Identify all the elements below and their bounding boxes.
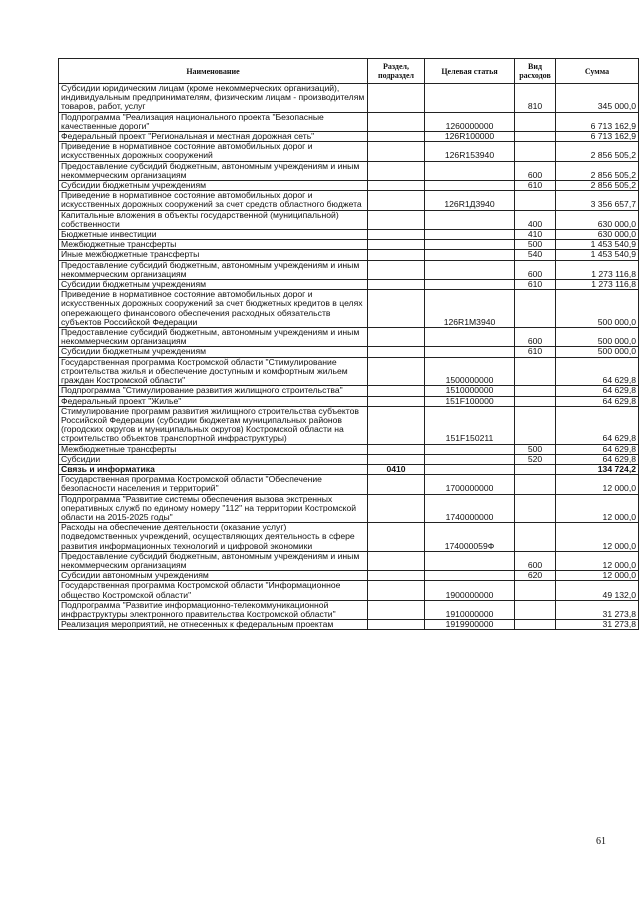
- table-row: [59, 210, 639, 229]
- cell-name: Расходы на обеспечение деятельности (оказание услуг) подведомственных учреждений, осуществляющих деятельность в сфере развития информационных технологий и цифровой экономики: [59, 523, 368, 552]
- cell-sum: 345 000,0: [556, 84, 639, 113]
- table-row: [59, 523, 639, 552]
- table-row: [59, 84, 639, 113]
- cell-name: Связь и информатика: [59, 464, 368, 474]
- cell-expense-type: [515, 464, 556, 474]
- table-row: [59, 240, 639, 250]
- cell-name: Бюджетные инвестиции: [59, 230, 368, 240]
- cell-target: [425, 260, 515, 279]
- cell-sum: 6 713 162,9: [556, 132, 639, 142]
- cell-target: 151F100000: [425, 396, 515, 406]
- header-section: Раздел, подраздел: [368, 59, 425, 84]
- cell-expense-type: [515, 523, 556, 552]
- cell-target: 1510000000: [425, 386, 515, 396]
- cell-sum: 134 724,2: [556, 464, 639, 474]
- cell-sum: 3 356 657,7: [556, 191, 639, 210]
- cell-name: Субсидии бюджетным учреждениям: [59, 347, 368, 357]
- table-row: [59, 551, 639, 570]
- cell-sum: 64 629,8: [556, 406, 639, 444]
- cell-target: [425, 347, 515, 357]
- header-target: Целевая статья: [425, 59, 515, 84]
- table-row: [59, 620, 639, 630]
- cell-section: [368, 142, 425, 161]
- table-row: [59, 444, 639, 454]
- table-row: [59, 406, 639, 444]
- cell-name: Предоставление субсидий бюджетным, автономным учреждениям и иным некоммерческим организациям: [59, 161, 368, 180]
- header-expense-type: Вид расходов: [515, 59, 556, 84]
- cell-sum: 6 713 162,9: [556, 112, 639, 131]
- cell-section: [368, 494, 425, 523]
- cell-expense-type: 540: [515, 250, 556, 260]
- cell-section: [368, 328, 425, 347]
- table-row: [59, 112, 639, 131]
- cell-target: [425, 181, 515, 191]
- cell-target: [425, 84, 515, 113]
- table-row: [59, 250, 639, 260]
- table-row: [59, 386, 639, 396]
- cell-expense-type: 610: [515, 280, 556, 290]
- cell-section: [368, 600, 425, 619]
- cell-name: Федеральный проект "Жилье": [59, 396, 368, 406]
- cell-target: [425, 328, 515, 347]
- cell-target: [425, 454, 515, 464]
- table-row: [59, 571, 639, 581]
- table-row: [59, 132, 639, 142]
- table-row: [59, 290, 639, 328]
- cell-sum: 64 629,8: [556, 396, 639, 406]
- cell-section: [368, 406, 425, 444]
- cell-target: 1910000000: [425, 600, 515, 619]
- cell-target: 1919900000: [425, 620, 515, 630]
- cell-sum: 1 453 540,9: [556, 250, 639, 260]
- cell-section: [368, 230, 425, 240]
- cell-section: [368, 357, 425, 386]
- cell-expense-type: [515, 132, 556, 142]
- cell-section: [368, 181, 425, 191]
- cell-expense-type: 600: [515, 260, 556, 279]
- cell-expense-type: [515, 600, 556, 619]
- cell-section: [368, 581, 425, 600]
- cell-section: [368, 386, 425, 396]
- cell-expense-type: 410: [515, 230, 556, 240]
- cell-target: 151F150211: [425, 406, 515, 444]
- cell-expense-type: 520: [515, 454, 556, 464]
- cell-target: [425, 571, 515, 581]
- table-row: [59, 475, 639, 494]
- cell-sum: 1 273 116,8: [556, 260, 639, 279]
- cell-sum: 500 000,0: [556, 347, 639, 357]
- cell-name: Государственная программа Костромской области "Стимулирование строительства жилья и обеспечение доступным и комфортным жильем граждан Костромской области": [59, 357, 368, 386]
- header-sum: Сумма: [556, 59, 639, 84]
- cell-target: [425, 551, 515, 570]
- cell-expense-type: 500: [515, 240, 556, 250]
- cell-sum: 500 000,0: [556, 328, 639, 347]
- cell-name: Подпрограмма "Стимулирование развития жилищного строительства": [59, 386, 368, 396]
- cell-target: 1740000000: [425, 494, 515, 523]
- cell-section: [368, 523, 425, 552]
- cell-section: [368, 112, 425, 131]
- cell-expense-type: 620: [515, 571, 556, 581]
- cell-name: Субсидии автономным учреждениям: [59, 571, 368, 581]
- cell-sum: 500 000,0: [556, 290, 639, 328]
- cell-section: [368, 280, 425, 290]
- cell-section: [368, 290, 425, 328]
- cell-section: [368, 444, 425, 454]
- cell-target: [425, 464, 515, 474]
- cell-section: [368, 347, 425, 357]
- cell-target: 1700000000: [425, 475, 515, 494]
- table-row: [59, 191, 639, 210]
- budget-table: [58, 58, 639, 630]
- cell-sum: 630 000,0: [556, 230, 639, 240]
- cell-sum: 630 000,0: [556, 210, 639, 229]
- cell-name: Субсидии бюджетным учреждениям: [59, 181, 368, 191]
- cell-sum: 12 000,0: [556, 523, 639, 552]
- cell-name: Предоставление субсидий бюджетным, автономным учреждениям и иным некоммерческим организациям: [59, 328, 368, 347]
- table-row: [59, 347, 639, 357]
- cell-section: [368, 475, 425, 494]
- cell-target: [425, 280, 515, 290]
- cell-section: [368, 191, 425, 210]
- cell-expense-type: [515, 357, 556, 386]
- cell-name: Приведение в нормативное состояние автомобильных дорог и искусственных дорожных сооружений: [59, 142, 368, 161]
- cell-target: 1260000000: [425, 112, 515, 131]
- cell-expense-type: 400: [515, 210, 556, 229]
- table-row: [59, 454, 639, 464]
- cell-name: Подпрограмма "Развитие системы обеспечения вызова экстренных оперативных служб по единому номеру "112" на территории Костромской области на 2015-2025 годы": [59, 494, 368, 523]
- cell-section: [368, 161, 425, 180]
- cell-target: 1900000000: [425, 581, 515, 600]
- cell-name: Реализация мероприятий, не отнесенных к федеральным проектам: [59, 620, 368, 630]
- cell-target: [425, 161, 515, 180]
- cell-name: Субсидии бюджетным учреждениям: [59, 280, 368, 290]
- cell-expense-type: [515, 475, 556, 494]
- cell-section: [368, 260, 425, 279]
- cell-sum: 1 453 540,9: [556, 240, 639, 250]
- cell-expense-type: [515, 112, 556, 131]
- cell-target: [425, 250, 515, 260]
- cell-expense-type: [515, 191, 556, 210]
- cell-name: Межбюджетные трансферты: [59, 444, 368, 454]
- cell-section: [368, 396, 425, 406]
- cell-target: 1500000000: [425, 357, 515, 386]
- table-header-row: [59, 59, 639, 84]
- cell-target: 126R1M3940: [425, 290, 515, 328]
- cell-expense-type: [515, 142, 556, 161]
- cell-expense-type: [515, 620, 556, 630]
- cell-name: Капитальные вложения в объекты государственной (муниципальной) собственности: [59, 210, 368, 229]
- cell-target: 126R1Д3940: [425, 191, 515, 210]
- cell-sum: 64 629,8: [556, 444, 639, 454]
- table-row: [59, 280, 639, 290]
- cell-target: 174000059Ф: [425, 523, 515, 552]
- cell-name: Государственная программа Костромской области "Обеспечение безопасности населения и территорий": [59, 475, 368, 494]
- cell-sum: 12 000,0: [556, 571, 639, 581]
- cell-expense-type: 500: [515, 444, 556, 454]
- header-name: Наименование: [59, 59, 368, 84]
- cell-target: [425, 210, 515, 229]
- cell-target: 126R100000: [425, 132, 515, 142]
- cell-section: [368, 84, 425, 113]
- cell-section: [368, 620, 425, 630]
- cell-name: Федеральный проект "Региональная и местная дорожная сеть": [59, 132, 368, 142]
- table-row: [59, 464, 639, 474]
- cell-expense-type: [515, 581, 556, 600]
- table-row: [59, 357, 639, 386]
- cell-section: [368, 454, 425, 464]
- table-row: [59, 494, 639, 523]
- cell-sum: 49 132,0: [556, 581, 639, 600]
- table-row: [59, 581, 639, 600]
- cell-section: 0410: [368, 464, 425, 474]
- cell-expense-type: [515, 290, 556, 328]
- cell-name: Предоставление субсидий бюджетным, автономным учреждениям и иным некоммерческим организациям: [59, 260, 368, 279]
- cell-name: Государственная программа Костромской области "Информационное общество Костромской области": [59, 581, 368, 600]
- cell-sum: 2 856 505,2: [556, 142, 639, 161]
- cell-expense-type: 810: [515, 84, 556, 113]
- cell-sum: 64 629,8: [556, 386, 639, 396]
- cell-expense-type: 600: [515, 328, 556, 347]
- cell-expense-type: 610: [515, 181, 556, 191]
- table-row: [59, 328, 639, 347]
- cell-sum: 12 000,0: [556, 551, 639, 570]
- table-row: [59, 142, 639, 161]
- cell-name: Подпрограмма "Реализация национального проекта "Безопасные качественные дороги": [59, 112, 368, 131]
- cell-expense-type: [515, 406, 556, 444]
- cell-sum: 64 629,8: [556, 454, 639, 464]
- cell-name: Иные межбюджетные трансферты: [59, 250, 368, 260]
- table-row: [59, 260, 639, 279]
- cell-expense-type: [515, 386, 556, 396]
- table-row: [59, 161, 639, 180]
- cell-name: Стимулирование программ развития жилищного строительства субъектов Российской Федерации (субсидии бюджетам муниципальных районов (городских округов и муниципальных округов) Костромской области на строительство объектов транспортной инфраструктуры): [59, 406, 368, 444]
- cell-name: Предоставление субсидий бюджетным, автономным учреждениям и иным некоммерческим организациям: [59, 551, 368, 570]
- table-row: [59, 181, 639, 191]
- table-row: [59, 230, 639, 240]
- cell-expense-type: [515, 396, 556, 406]
- cell-section: [368, 551, 425, 570]
- cell-name: Приведение в нормативное состояние автомобильных дорог и искусственных дорожных сооружений за счет средств областного бюджета: [59, 191, 368, 210]
- cell-sum: 2 856 505,2: [556, 161, 639, 180]
- cell-sum: 1 273 116,8: [556, 280, 639, 290]
- cell-name: Субсидии юридическим лицам (кроме некоммерческих организаций), индивидуальным предпринимателям, физическим лицам - производителям товаров, работ, услуг: [59, 84, 368, 113]
- cell-sum: 31 273,8: [556, 600, 639, 619]
- cell-target: [425, 240, 515, 250]
- cell-target: 126R153940: [425, 142, 515, 161]
- table-row: [59, 396, 639, 406]
- cell-target: [425, 230, 515, 240]
- page-number: 61: [596, 836, 606, 847]
- cell-sum: 31 273,8: [556, 620, 639, 630]
- cell-target: [425, 444, 515, 454]
- cell-section: [368, 250, 425, 260]
- cell-expense-type: [515, 494, 556, 523]
- cell-sum: 12 000,0: [556, 494, 639, 523]
- cell-name: Субсидии: [59, 454, 368, 464]
- cell-sum: 64 629,8: [556, 357, 639, 386]
- cell-section: [368, 210, 425, 229]
- cell-section: [368, 571, 425, 581]
- cell-sum: 2 856 505,2: [556, 181, 639, 191]
- cell-expense-type: 600: [515, 161, 556, 180]
- cell-name: Подпрограмма "Развитие информационно-телекоммуникационной инфраструктуры электронного правительства Костромской области": [59, 600, 368, 619]
- table-row: [59, 600, 639, 619]
- cell-section: [368, 132, 425, 142]
- table-body: [59, 84, 639, 630]
- cell-sum: 12 000,0: [556, 475, 639, 494]
- cell-expense-type: 610: [515, 347, 556, 357]
- cell-expense-type: 600: [515, 551, 556, 570]
- cell-section: [368, 240, 425, 250]
- cell-name: Приведение в нормативное состояние автомобильных дорог и искусственных дорожных сооружений за счет бюджетных кредитов в целях опережающего финансового обеспечения расходных обязательств субъектов Российской Федерации: [59, 290, 368, 328]
- cell-name: Межбюджетные трансферты: [59, 240, 368, 250]
